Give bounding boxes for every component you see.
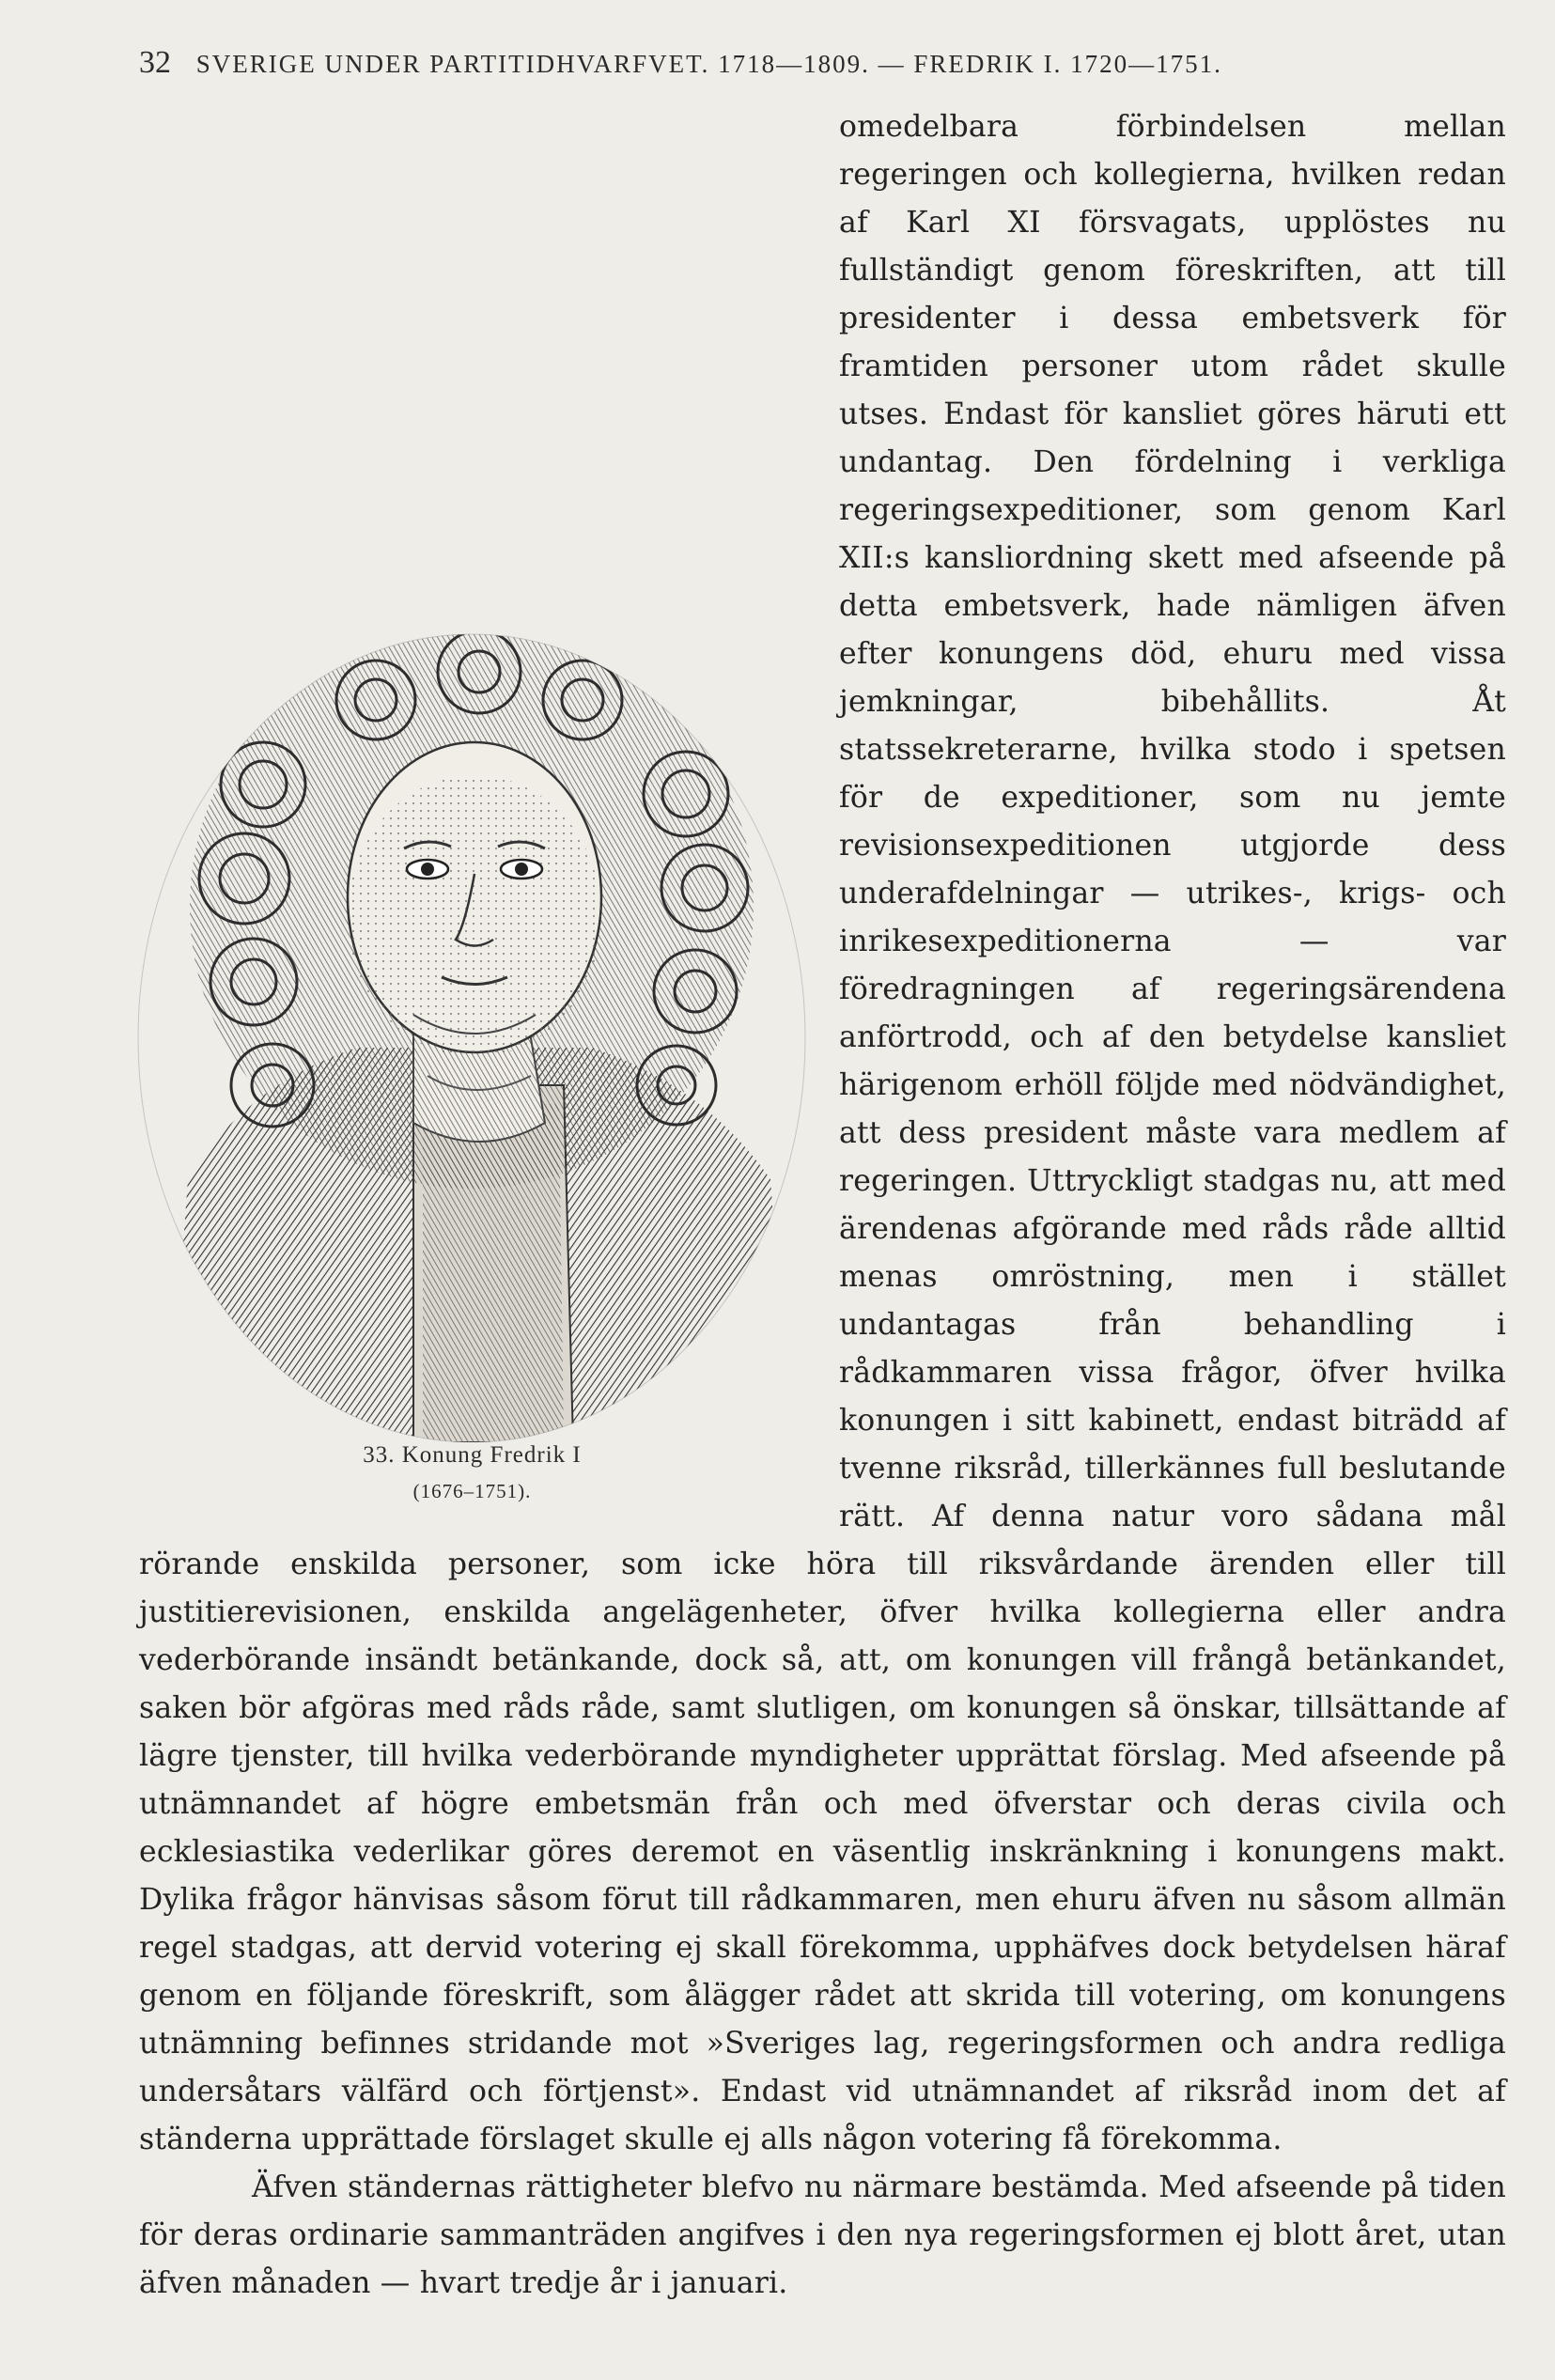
paragraph-2: Äfven ständernas rättigheter blefvo nu närmare bestämda. Med afseende på tiden för deras ordinarie sammanträden angifves i den nya regeringsformen ej blott året, utan äfven månaden — hvart tredje år i januari. xyxy=(139,2170,1506,2300)
paragraph-1: omedelbara förbindelsen mellan regeringen och kollegierna, hvilken redan af Karl XI försvagats, upplöstes nu fullständigt genom föreskriften, att till presidenter i dessa embetsverk för framtiden personer utom rådet skulle utses. Endast för kansliet göres häruti ett undantag. Den fördelning i verkliga regeringsexpeditioner, som genom Karl XII:s kansliordning skett med afseende på detta embetsverk, hade nämligen äfven efter konungens död, ehuru med vissa jemkningar, bibehållits. Åt statssekreterarne, hvilka stodo i spetsen för de expeditioner, som nu jemte revisionsexpeditionen utgjorde dess underafdelningar — utrikes-, krigs- och inrikesexpeditionerna — var föredragningen af regeringsärendena anförtrodd, och af den betydelse kansliet härigenom erhöll följde med nödvändighet, att dess president måste vara medlem af regeringen. Uttryckligt stadgas nu, att med ärendenas afgörande med råds råde alltid menas omröstning, men i stället undantagas från behandling i rådkammaren vissa frågor, öfver hvilka konungen i sitt kabinett, endast biträdd af tvenne riksråd, tillerkännes full beslutande rätt. Af denna natur voro sådana mål rörande enskilda personer, som icke höra till riksvårdande ärenden eller till justitierevisionen, enskilda angelägenheter, öfver hvilka kollegierna eller andra vederbörande insändt betänkande, dock så, att, om konungen vill frångå betänkandet, saken bör afgöras med råds råde, samt slutligen, om konungen så önskar, tillsättande af lägre tjenster, till hvilka vederbörande myndigheter upprättat förslag. Med afseende på utnämnandet af högre embetsmän från och med öfverstar och deras civila och ecklesiastika vederlikar göres deremot en väsentlig inskränkning i konungens makt. Dylika frågor hänvisas såsom förut till rådkammaren, men ehuru äfven nu såsom allmän regel stadgas, att dervid votering ej skall förekomma, upphäfves dock betydelsen häraf genom en följande föreskrift, som ålägger rådet att skrida till votering, om konungens utnämning befinnes stridande mot »Sveriges lag, regeringsformen och andra redliga undersåtars välfärd och förtjenst». Endast vid utnämnandet af riksråd inom det af ständerna upprättade förslaget skulle ej alls någon votering få förekomma. xyxy=(139,110,1506,2156)
caption-title: 33. Konung Fredrik I xyxy=(363,1442,582,1468)
figure-caption xyxy=(132,1438,813,1509)
body-text xyxy=(139,103,1506,2308)
running-header xyxy=(139,45,1511,81)
page-number: 32 xyxy=(139,45,171,80)
caption-dates: (1676–1751). xyxy=(412,1480,532,1502)
portrait-figure xyxy=(132,578,813,1517)
portrait-engraving xyxy=(132,597,813,1442)
running-title: SVERIGE UNDER PARTITIDHVARFVET. 1718—1809. — FREDRIK I. 1720—1751. xyxy=(195,50,1222,78)
